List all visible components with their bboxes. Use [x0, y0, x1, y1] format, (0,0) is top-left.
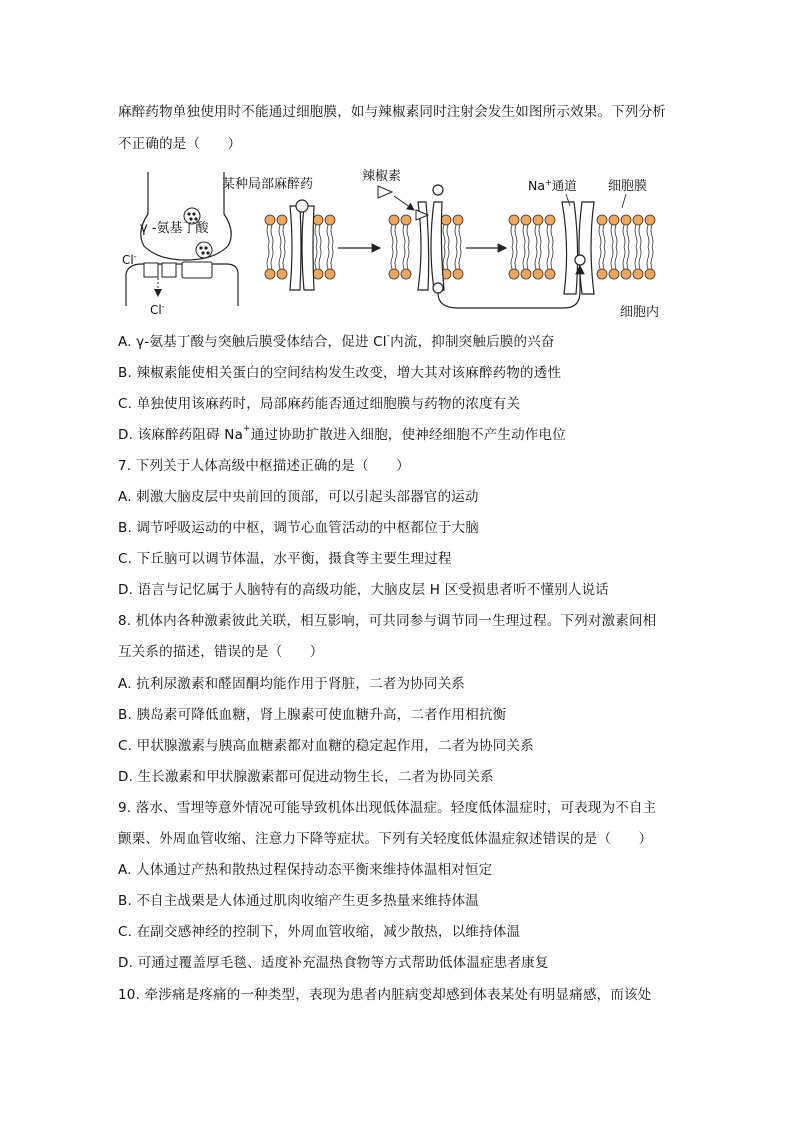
intro-line-1: 麻醉药物单独使用时不能通过细胞膜，如与辣椒素同时注射会发生如图所示效果。下列分析: [118, 104, 666, 120]
q7-option-b: B. 调节呼吸运动的中枢，调节心血管活动的中枢都位于大脑: [118, 520, 479, 536]
intro-line-2: 不正确的是（ ）: [118, 136, 242, 152]
na-channel-label: Na+通道: [528, 178, 577, 193]
q9-option-d: D. 可通过覆盖厚毛毯、适度补充温热食物等方式帮助低体温症患者康复: [118, 955, 549, 971]
membrane-2: [362, 168, 463, 293]
q10-stem-1: 10. 牵涉痛是疼痛的一种类型，表现为患者内脏病变却感到体表某处有明显痛感，而该处: [118, 987, 652, 1003]
q8-option-b: B. 胰岛素可降低血糖，肾上腺素可使血糖升高，二者作用相抗衡: [118, 707, 507, 723]
membrane-1: [222, 177, 335, 290]
q7-option-a: A. 刺激大脑皮层中央前回的顶部，可以引起头部器官的运动: [118, 489, 479, 505]
q8-option-a: A. 抗利尿激素和醛固酮均能作用于肾脏，二者为协同关系: [118, 676, 465, 692]
q8-stem-2: 互关系的描述，错误的是（ ）: [118, 644, 324, 660]
q6-option-c: C. 单独使用该麻药时，局部麻药能否通过细胞膜与药物的浓度有关: [118, 396, 521, 412]
q6-option-d: D. 该麻醉药阻碍 Na+通过协助扩散进入细胞，使神经细胞不产生动作电位: [118, 424, 566, 443]
membrane-label: 细胞膜: [608, 179, 648, 194]
cl-label-top: Cl-: [122, 252, 137, 267]
q9-stem-1: 9. 落水、雪埋等意外情况可能导致机体出现低体温症。轻度低体温症时，可表现为不自主: [118, 800, 657, 816]
membrane-figure: [118, 166, 678, 318]
membrane-diagram: [118, 166, 678, 318]
q8-stem-1: 8. 机体内各种激素彼此关联，相互影响，可共同参与调节同一生理过程。下列对激素间相: [118, 613, 657, 629]
q8-option-c: C. 甲状腺激素与胰高血糖素都对血糖的稳定起作用，二者为协同关系: [118, 738, 534, 754]
q7-option-d: D. 语言与记忆属于人脑特有的高级功能，大脑皮层 H 区受损患者听不懂别人说话: [118, 582, 610, 598]
gaba-label: γ -氨基丁酸: [140, 221, 209, 236]
anesthetic-label: 某种局部麻醉药: [222, 177, 314, 192]
q7-stem: 7. 下列关于人体高级中枢描述正确的是（ ）: [118, 458, 410, 474]
q7-option-c: C. 下丘脑可以调节体温，水平衡，摄食等主要生理过程: [118, 551, 452, 567]
q9-option-b: B. 不自主战栗是人体通过肌肉收缩产生更多热量来维持体温: [118, 893, 479, 909]
q6-option-a: A. γ-氨基丁酸与突触后膜受体结合，促进 Cl-内流，抑制突触后膜的兴奋: [118, 331, 555, 350]
q9-option-a: A. 人体通过产热和散热过程保持动态平衡来维持体温相对恒定: [118, 862, 493, 878]
capsaicin-label: 辣椒素: [362, 169, 402, 184]
synapse-sketch: [122, 172, 238, 317]
q9-option-c: C. 在副交感神经的控制下，外周血管收缩，减少散热，以维持体温: [118, 924, 521, 940]
q6-option-b: B. 辣椒素能使相关蛋白的空间结构发生改变，增大其对该麻醉药物的透性: [118, 365, 562, 381]
intracellular-label: 细胞内: [620, 305, 660, 318]
q9-stem-2: 颤栗、外周血管收缩、注意力下降等症状。下列有关轻度低体温症叙述错误的是（ ）: [118, 831, 653, 847]
q8-option-d: D. 生长激素和甲状腺激素都可促进动物生长，二者为协同关系: [118, 769, 494, 785]
cl-label-bottom: Cl-: [150, 302, 165, 317]
